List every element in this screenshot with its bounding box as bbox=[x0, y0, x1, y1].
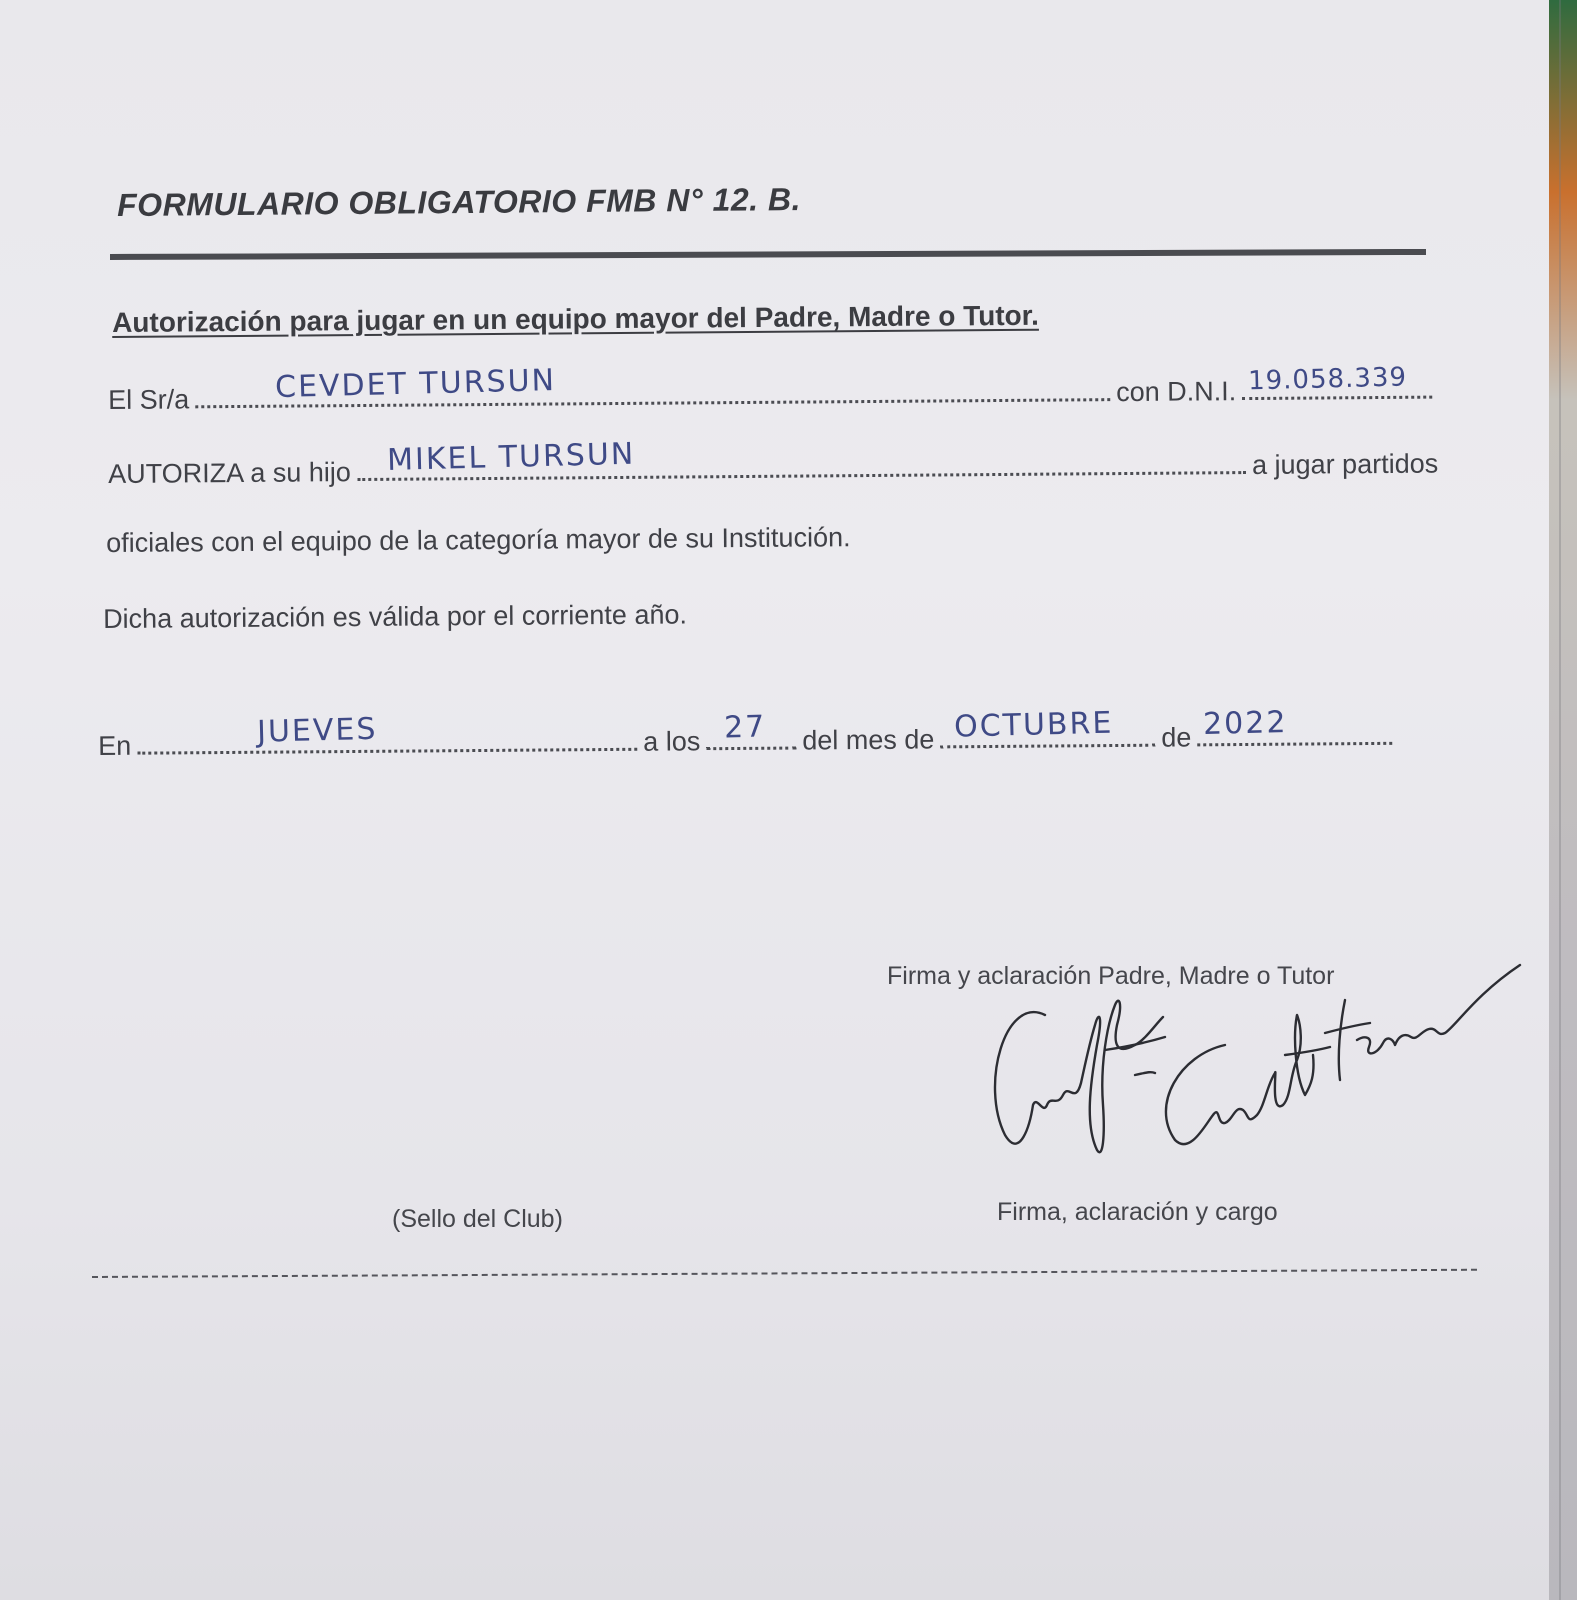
place-field[interactable] bbox=[137, 711, 637, 755]
title-divider bbox=[110, 249, 1426, 260]
parent-name-handwritten: CEVDET TURSUN bbox=[274, 363, 557, 406]
month-handwritten: OCTUBRE bbox=[953, 705, 1114, 745]
parent-signature-caption: Firma y aclaración Padre, Madre o Tutor bbox=[887, 962, 1335, 990]
form-subtitle: Autorización para jugar en un equipo mayor del Padre, Madre o Tutor. bbox=[112, 299, 1039, 338]
cut-line-divider bbox=[92, 1269, 1477, 1278]
parent-name-line bbox=[108, 362, 1438, 416]
text-line-validez: Dicha autorización es válida por el corriente año. bbox=[103, 599, 688, 634]
handwritten-signature bbox=[985, 955, 1525, 1185]
text-line-oficiales: oficiales con el equipo de la categoría mayor de su Institución. bbox=[106, 522, 851, 558]
label-en: En bbox=[98, 730, 132, 761]
child-name-handwritten: MIKEL TURSUN bbox=[386, 436, 636, 478]
label-autoriza: AUTORIZA a su hijo bbox=[108, 457, 351, 489]
child-name-field[interactable] bbox=[357, 436, 1247, 481]
label-de: de bbox=[1161, 722, 1192, 753]
dni-field[interactable] bbox=[1242, 362, 1432, 400]
club-stamp-caption: (Sello del Club) bbox=[392, 1205, 563, 1233]
year-handwritten: 2022 bbox=[1202, 704, 1289, 743]
paper-fold-edge bbox=[1559, 0, 1561, 1600]
dni-handwritten: 19.058.339 bbox=[1247, 362, 1408, 397]
year-field[interactable] bbox=[1197, 704, 1392, 747]
place-handwritten: JUEVES bbox=[256, 711, 378, 750]
label-mes: del mes de bbox=[802, 724, 935, 756]
official-signature-caption: Firma, aclaración y cargo bbox=[997, 1198, 1278, 1226]
child-name-line bbox=[108, 436, 1438, 490]
month-field[interactable] bbox=[940, 705, 1155, 749]
date-line bbox=[98, 704, 1398, 762]
parent-name-field[interactable] bbox=[195, 363, 1110, 408]
day-field[interactable] bbox=[706, 709, 796, 751]
label-dni: con D.N.I. bbox=[1116, 376, 1237, 408]
form-title: FORMULARIO OBLIGATORIO FMB N° 12. B. bbox=[117, 181, 802, 223]
label-sr: El Sr/a bbox=[108, 384, 190, 415]
background-edge bbox=[1549, 0, 1577, 1600]
day-handwritten: 27 bbox=[723, 709, 767, 746]
label-jugar: a jugar partidos bbox=[1251, 448, 1439, 481]
label-a-los: a los bbox=[643, 726, 701, 757]
